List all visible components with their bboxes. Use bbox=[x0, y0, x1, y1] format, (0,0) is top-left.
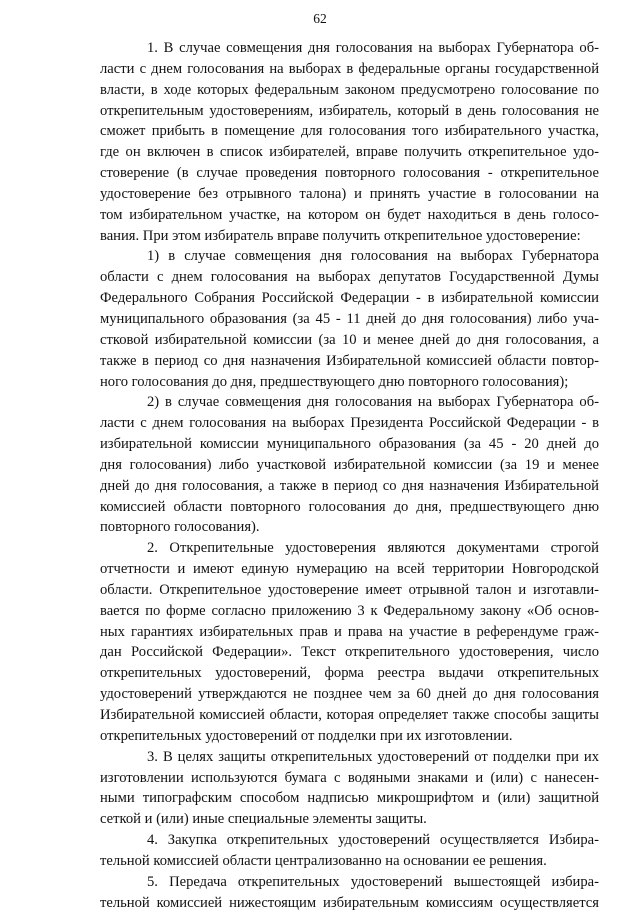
text-line: комиссией области повторного голосования до дня, предшествующего дню bbox=[100, 498, 599, 515]
text-line: 2. Открепительные удостоверения являются документами строгой bbox=[147, 540, 599, 557]
text-line: 5. Передача открепительных удостоверений вышестоящей избира- bbox=[147, 873, 599, 890]
paragraph bbox=[100, 747, 599, 830]
text-line: Федерального Собрания Российской Федерации - в избирательной комиссии bbox=[100, 290, 599, 307]
text-line: Избирательной комиссией области, которая определяет также способы защиты bbox=[100, 707, 599, 723]
page-number: 62 bbox=[313, 11, 327, 26]
text-line: сеткой и (или) иные специальные элементы защиты. bbox=[100, 811, 427, 828]
text-line: также в период со дня назначения Избирательной комиссией области повтор- bbox=[100, 352, 599, 369]
paragraph bbox=[100, 246, 599, 392]
text-line: изготовлении используются бумага с водяными знаками и (или) с нанесен- bbox=[100, 769, 599, 786]
text-line: открепительных удостоверений от подделки при их изготовлении. bbox=[100, 727, 513, 744]
text-line: 4. Закупка открепительных удостоверений осуществляется Избира- bbox=[147, 832, 599, 849]
paragraph bbox=[100, 538, 599, 746]
text-line: том избирательном участке, на котором он будет находиться в день голосо- bbox=[100, 206, 599, 223]
text-line: области с днем голосования на выборах депутатов Государственной Думы bbox=[100, 269, 599, 286]
text-line: ласти с днем голосования на выборах в федеральные органы государственной bbox=[100, 60, 599, 77]
paragraph bbox=[100, 38, 599, 246]
paragraph bbox=[100, 872, 599, 913]
text-line: отчетности и имеют единую нумерацию на всей территории Новгородской bbox=[100, 561, 599, 578]
text-line: 2) в случае совмещения дня голосования на выборах Губернатора об- bbox=[147, 394, 599, 411]
text-line: дней до дня голосования, а также в период со дня назначения Избирательной bbox=[100, 477, 599, 494]
text-line: стоверение (в случае проведения повторного голосования - открепительное bbox=[100, 165, 599, 182]
text-line: 1. В случае совмещения дня голосования на выборах Губернатора об- bbox=[147, 40, 599, 56]
text-line: муниципального образования (за 45 - 11 дней до дня голосования) либо уча- bbox=[100, 310, 599, 327]
text-line: тельной комиссией области централизованно на основании ее решения. bbox=[100, 852, 547, 869]
text-line: избирательной комиссии муниципального образования (за 45 - 20 дней до bbox=[100, 436, 599, 453]
text-line: открепительных удостоверений, форма реестра выдачи открепительных bbox=[100, 665, 599, 682]
text-line: где он включен в список избирателей, вправе получить открепительное удо- bbox=[100, 144, 599, 161]
text-line: удостоверение без отрывного талона) и принять участие в голосовании на bbox=[100, 185, 599, 202]
paragraph bbox=[100, 830, 599, 872]
text-line: ласти с днем голосования на выборах Президента Российской Федерации - в bbox=[100, 415, 599, 432]
text-line: власти, в ходе которых федеральным законом предусмотрено голосование по bbox=[100, 81, 599, 98]
text-line: дан Российской Федерации». Текст открепительного удостоверения, число bbox=[100, 644, 599, 661]
text-line: тельной комиссией нижестоящим избирательным комиссиям осуществляется bbox=[100, 894, 599, 911]
text-line: ных гарантиях избирательных прав и права на участие в референдуме граж- bbox=[100, 623, 599, 640]
text-line: 3. В целях защиты открепительных удостоверений от подделки при их bbox=[147, 748, 599, 765]
text-line: области. Открепительное удостоверение имеет отрывной талон и изготавли- bbox=[100, 581, 599, 598]
text-line: ного голосования до дня, предшествующего дню повторного голосования); bbox=[100, 373, 569, 390]
text-line: вается по форме согласно приложению 3 к Федеральному закону «Об основ- bbox=[100, 602, 599, 619]
text-line: ными типографским способом надписью микрошрифтом и (или) защитной bbox=[100, 790, 599, 807]
text-line: открепительным удостоверениям, избиратель, который в день голосования не bbox=[100, 102, 599, 119]
text-line: вания. При этом избиратель вправе получить открепительное удостоверение: bbox=[100, 227, 581, 244]
text-line: дня голосования) либо участковой избирательной комиссии (за 19 и менее bbox=[100, 456, 599, 473]
text-line: удостоверений утверждаются не позднее чем за 60 дней до дня голосования bbox=[100, 686, 599, 703]
document-body bbox=[100, 38, 599, 913]
text-line: сможет прибыть в помещение для голосования того избирательного участка, bbox=[100, 123, 599, 140]
text-line: повторного голосования). bbox=[100, 519, 260, 536]
text-line: стковой избирательной комиссии (за 10 и менее дней до дня голосования, а bbox=[100, 331, 599, 348]
text-line: 1) в случае совмещения дня голосования на выборах Губернатора bbox=[147, 248, 599, 265]
paragraph bbox=[100, 392, 599, 538]
